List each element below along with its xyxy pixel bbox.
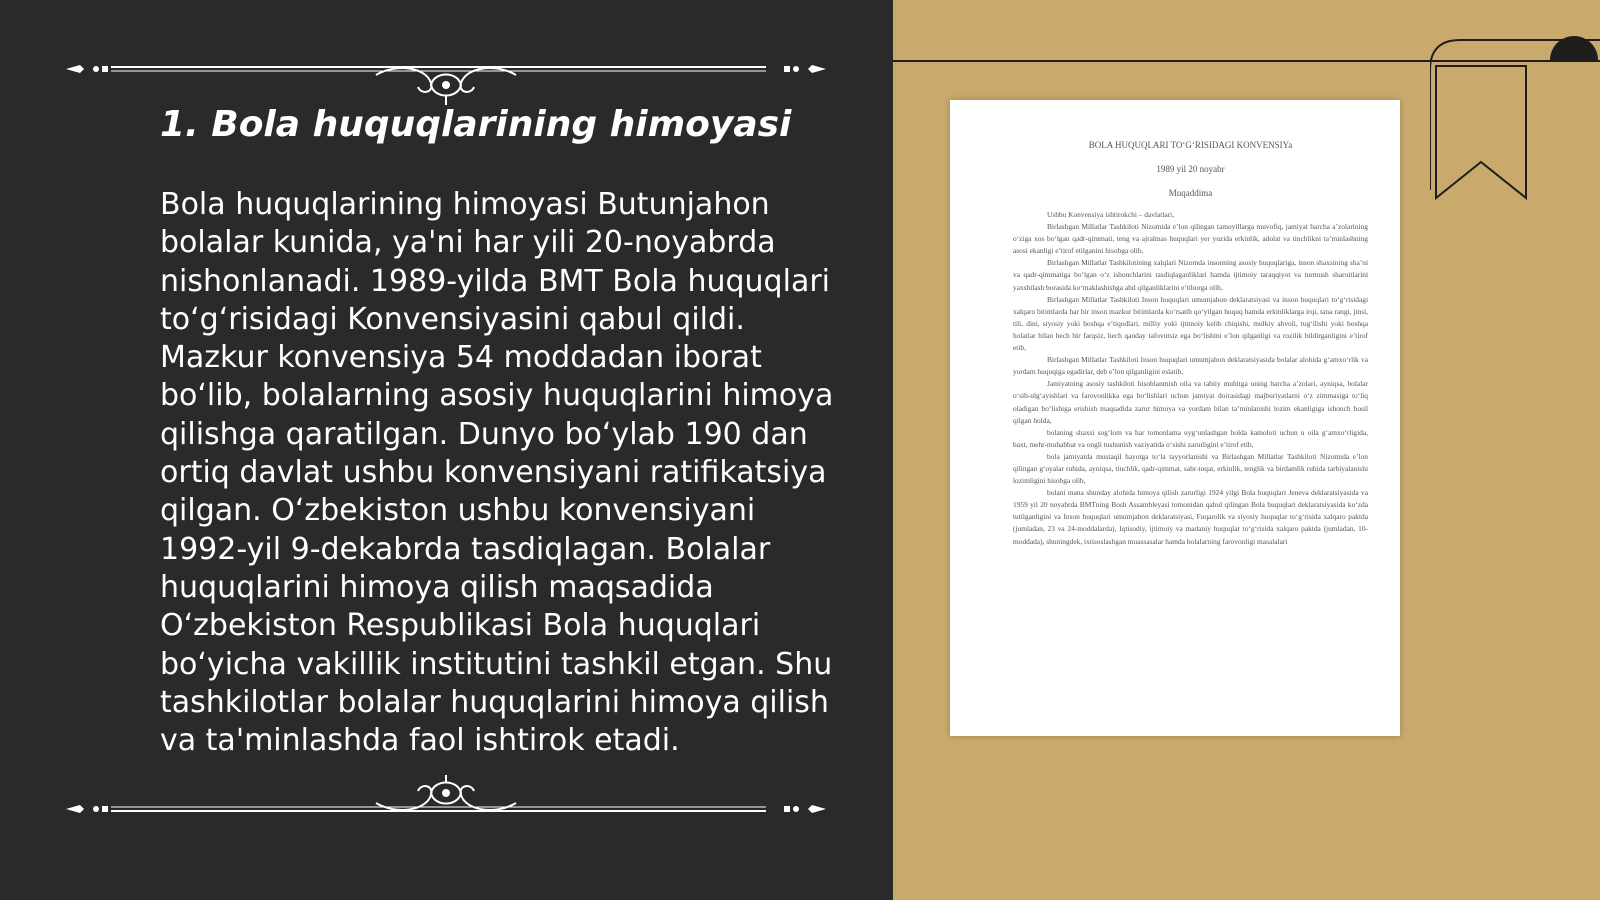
document-paragraph: Birlashgan Millatlar Tashkiloti Inson huquqlari umumjahon deklaratsiyasida bolalar alohida g‘amxo‘rlik va yordam huquqiga egadirlar, deb e’lon qilganligini eslatib, bbox=[1013, 355, 1368, 377]
document-paragraph: Birlashgan Millatlar Tashkiloti Inson huquqlari umumjahon deklaratsiyasi va inson huquqlari to‘g‘risidagi xalqaro bitimlarda har bir inson mazkur bitimlarda ko‘rsatib qo‘yilgan huquq hamda erkinliklarga irqi, tana rangi, jinsi, tili, dini, siyosiy yoki boshqa e’tiqodlari, milliy yoki ijtimoiy kelib chiqishi, mulkiy ahvoli, tug‘ilishi yoki boshqa holatlar bilan hech bir farqsiz, hech qanday tafovutsiz ega bo‘lishini e’lon qilganligi va rozilik bildirganligini e’tirof etib, bbox=[1013, 294, 1368, 353]
bottom-ornament-divider bbox=[66, 775, 826, 835]
slide-body-text: Bola huquqlarining himoyasi Butunjahon bolalar kunida, ya'ni har yili 20-noyabrda nishonlanadi. 1989-yilda BMT Bola huquqlari to‘g‘risidagi Konvensiyasini qabul qildi. Mazkur konvensiya 54 moddadan iborat bo‘lib, bolalarning asosiy huquqlarini himoya qilishga qaratilgan. Dunyo bo‘ylab 190 dan ortiq davlat ushbu konvensiyani ratifikatsiya qilgan. O‘zbekiston ushbu konvensiyani 1992-yil 9-dekabrda tasdiqlagan. Bolalar huquqlarini himoya qilish maqsadida O‘zbekiston Respublikasi Bola huquqlari bo‘yicha vakillik institutini tashkil etgan. Shu tashkilotlar bolalar huquqlarini himoya qilish va ta'minlashda faol ishtirok etadi. bbox=[160, 187, 834, 759]
document-paragraph: bolaning shaxsi sog‘lom va har tomonlama uyg‘unlashgan holda kamoloti uchun u oila g‘amxo‘rligida, baxt, mehr-muhabbat va ongli tushunish vaziyatida o‘sishi zarurligini e’tirof etib, bbox=[1013, 427, 1368, 449]
top-ornament-divider bbox=[66, 45, 826, 105]
document-paragraph: bolani mana shunday alohida himoya qilish zarurligi 1924 yilgi Bola huquqlari Jeneva deklaratsiyasida va 1959 yil 20 noyabrda BMTning Bosh Assambleyasi tomonidan qabul qilingan Bola huquqlari deklaratsiyasida ko‘zda tutilganligini va Inson huquqlari umumjahon deklaratsiyasi, Fuqarolik va siyosiy huquqlar to‘g‘risida xalqaro paktda (jumladan, 23 va 24-moddalarda), Iqtisodiy, ijtimoiy va madaniy huquqlar to‘g‘risida xalqaro paktda (jumladan, 10-moddada), shuningdek, ixtisoslashgan muassasalar hamda bolalarning farovonligi masalalari bbox=[1013, 488, 1368, 546]
convention-document-page bbox=[950, 100, 1400, 736]
document-paragraph: Birlashgan Millatlar Tashkiloti Nizomida e’lon qilingan tamoyillarga muvofiq, jamiyat barcha a’zolarining o‘ziga xos bo‘lgan qadr-qimmati, teng va ajralmas huquqlari yer yuzida erkinlik, adolat va tinchlikni ta’minlashning asosi ekanligi e’tirof etilganini hisobga olib, bbox=[1013, 222, 1368, 256]
document-section-heading: Muqaddima bbox=[1168, 188, 1213, 198]
document-paragraph: Ushbu Konvensiya ishtirokchi – davlatlari, bbox=[1047, 210, 1175, 219]
slide-title: 1. Bola huquqlarining himoyasi bbox=[160, 104, 792, 145]
document-date: 1989 yil 20 noyabr bbox=[1156, 164, 1225, 174]
document-paragraph: bola jamiyatda mustaqil hayotga to‘la tayyorlanishi va Birlashgan Millatlar Tashkiloti Nizomida e’lon qilingan g‘oyalar ruhida, ayniqsa, tinchlik, qadr-qimmat, sabr-toqat, erkinlik, tenglik va birdamlik ruhida tarbiyalanishi lozimligini hisobga olib, bbox=[1013, 451, 1368, 486]
document-paragraph: Birlashgan Millatlar Tashkilotining xalqlari Nizomda insonning asosiy huquqlariga, inson shaxsining sha’ni va qadr-qimmatiga bo‘lgan o‘z ishonchlarini tasdiqlaganliklari hamda ijtimoiy taraqqiyot va turmush sharoitlarini yaxshilash borasida ko‘maklashishga ahd qilganliklarini e’tiborga olib, bbox=[1013, 258, 1368, 292]
document-title: BOLA HUQUQLARI TO‘G‘RISIDAGI KONVENSIYa bbox=[1088, 140, 1293, 150]
bookmark-ribbon-icon bbox=[1430, 30, 1600, 210]
document-paragraph: Jamiyatning asosiy tashkiloti hisoblanmish oila va tabiiy muhitga uning barcha a’zolari, ayniqsa, bolalar o‘sib-ulg‘ayishlari va farovonlikka ega bo‘lishlari uchun jamiyat doirasidagi majburiyatlarni o‘z zimmasiga to‘liq oladigan bo‘lishiga erishish maqsadida zarur himoya va yordam bilan ta’minlanishi lozim ekanligiga ishonch hosil qilgan holda, bbox=[1013, 379, 1368, 425]
